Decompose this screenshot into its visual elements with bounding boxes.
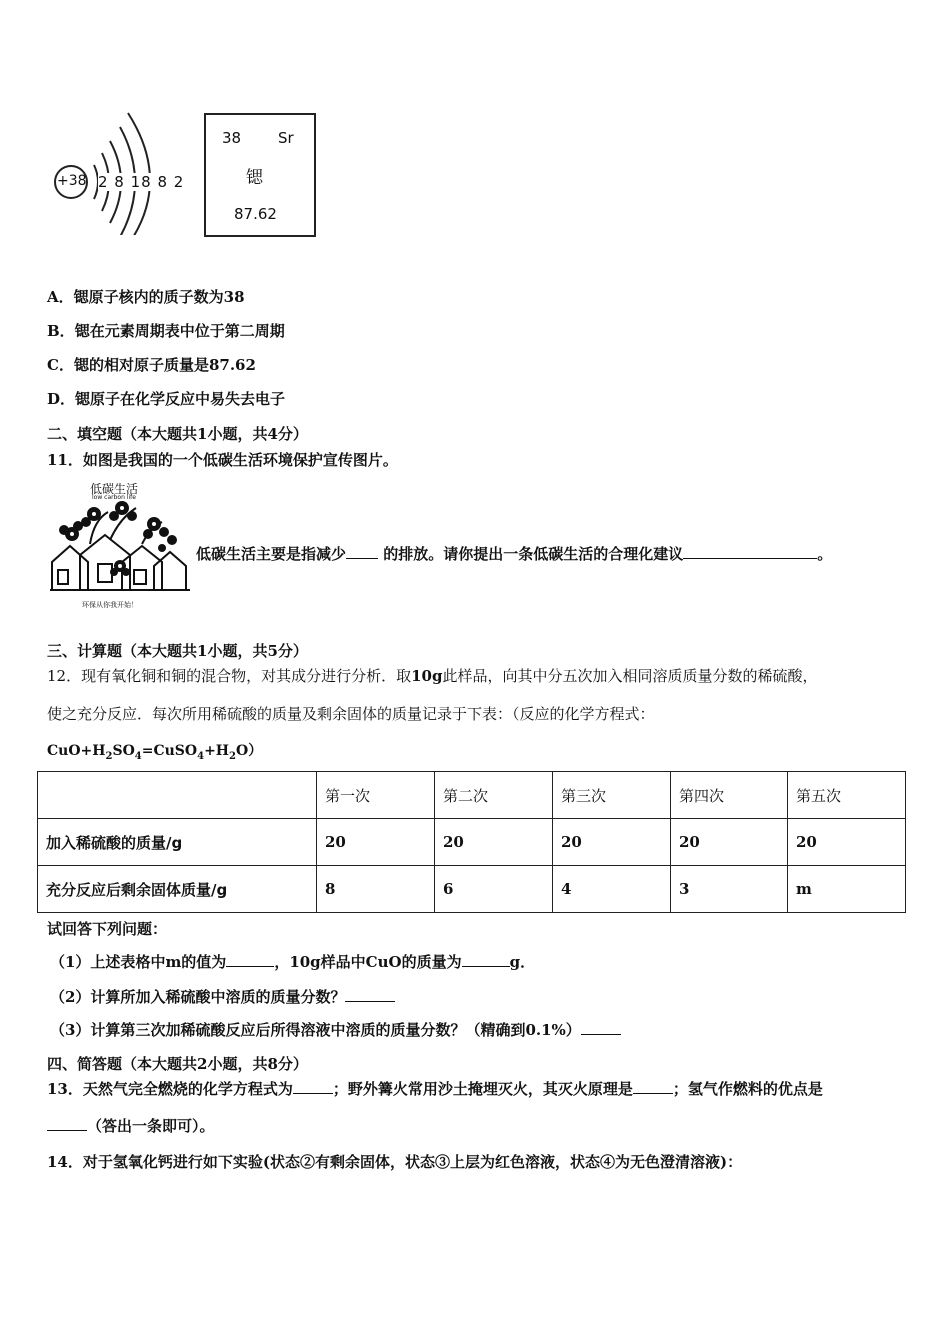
- table-cell: m: [788, 866, 906, 913]
- option-c: C．锶的相对原子质量是87.62: [47, 356, 256, 374]
- table-cell: 6: [435, 866, 553, 913]
- question-12-sub-2: （2）计算所加入稀硫酸中溶质的质量分数？: [50, 986, 395, 1007]
- question-12-sub-1: （1）上述表格中m的值为 ，10g样品中CuO的质量为 g．: [50, 953, 536, 971]
- atomic-mass: 87.62: [234, 205, 277, 223]
- low-carbon-poster: [50, 478, 190, 613]
- table-cell: 20: [317, 819, 435, 866]
- table-cell: 20: [788, 819, 906, 866]
- answer-blank-principle[interactable]: [633, 1079, 673, 1094]
- question-13: 13．天然气完全燃烧的化学方程式为 ；野外篝火常用沙土掩埋灭火，其灭火原理是 ；氢气作燃料的优点是: [47, 1080, 823, 1098]
- poster-title: 低碳生活: [90, 482, 139, 496]
- table-header-cell: 第三次: [553, 772, 671, 819]
- table-cell: 20: [671, 819, 788, 866]
- table-cell: 20: [553, 819, 671, 866]
- table-header-cell: [38, 772, 317, 819]
- table-cell: 4: [553, 866, 671, 913]
- section-4-title: 四、简答题（本大题共2小题，共8分）: [47, 1055, 308, 1073]
- question-13-cont: （答出一条即可）。: [47, 1115, 215, 1136]
- question-11-prompt: 低碳生活主要是指减少 的排放。请你提出一条低碳生活的合理化建议 。: [196, 545, 833, 563]
- question-12-line-2: 使之充分反应．每次所用稀硫酸的质量及剩余固体的质量记录于下表：（反应的化学方程式：: [47, 705, 655, 723]
- question-12-ask: 试回答下列问题：: [47, 920, 168, 938]
- element-symbol: Sr: [278, 129, 294, 147]
- question-12-line-1: 12．现有氧化铜和铜的混合物，对其成分进行分析．取10g此样品，向其中分五次加入相同溶质质量分数的稀硫酸，: [47, 667, 818, 685]
- experiment-table: [37, 771, 906, 913]
- section-3-title: 三、计算题（本大题共1小题，共5分）: [47, 642, 308, 660]
- question-12-sub-3: （3）计算第三次加稀硫酸反应后所得溶液中溶质的质量分数？（精确到0.1%）: [50, 1019, 621, 1040]
- atom-structure-diagram: [50, 95, 190, 235]
- electron-shell-counts: 2 8 18 8 2: [98, 173, 185, 191]
- answer-blank-acid[interactable]: [345, 987, 395, 1002]
- chemical-equation: $CuO+H_2SO_4=CuSO_4+H_2O$）: [47, 743, 263, 762]
- table-cell: 8: [317, 866, 435, 913]
- answer-blank-gas[interactable]: [346, 544, 378, 559]
- answer-blank-equation[interactable]: [293, 1079, 333, 1094]
- nucleus-charge: +38: [57, 173, 87, 189]
- option-a: A．锶原子核内的质子数为38: [47, 288, 245, 306]
- poster-subtitle: low carbon life: [92, 494, 136, 501]
- table-row-label: 充分反应后剩余固体质量/g: [38, 866, 317, 913]
- answer-blank-solution[interactable]: [581, 1020, 621, 1035]
- table-header-row: [38, 772, 906, 819]
- table-header-cell: 第五次: [788, 772, 906, 819]
- option-b: B．锶在元素周期表中位于第二周期: [47, 322, 285, 340]
- table-row-label: 加入稀硫酸的质量/g: [38, 819, 317, 866]
- table-header-cell: 第二次: [435, 772, 553, 819]
- option-d: D．锶原子在化学反应中易失去电子: [47, 390, 286, 408]
- table-cell: 3: [671, 866, 788, 913]
- section-2-title: 二、填空题（本大题共1小题，共4分）: [47, 425, 308, 443]
- electron-shell-arcs: [50, 95, 190, 235]
- houses-flowers-illustration: [50, 500, 190, 595]
- answer-blank-advantage[interactable]: [47, 1116, 87, 1131]
- periodic-element-card: [204, 113, 316, 237]
- question-11: 11．如图是我国的一个低碳生活环境保护宣传图片。: [47, 451, 398, 469]
- element-name: 锶: [246, 168, 263, 188]
- atomic-number: 38: [222, 129, 242, 147]
- table-header-cell: 第一次: [317, 772, 435, 819]
- table-row: [38, 866, 906, 913]
- question-14: 14．对于氢氧化钙进行如下实验(状态②有剩余固体，状态③上层为红色溶液，状态④为无色澄清溶液)：: [47, 1153, 743, 1171]
- table-cell: 20: [435, 819, 553, 866]
- table-header-cell: 第四次: [671, 772, 788, 819]
- table-row: [38, 819, 906, 866]
- poster-caption: 环保从你我开始！: [82, 601, 138, 609]
- answer-blank-m[interactable]: [226, 952, 274, 967]
- answer-blank-cuo[interactable]: [462, 952, 510, 967]
- answer-blank-suggestion[interactable]: [683, 544, 817, 559]
